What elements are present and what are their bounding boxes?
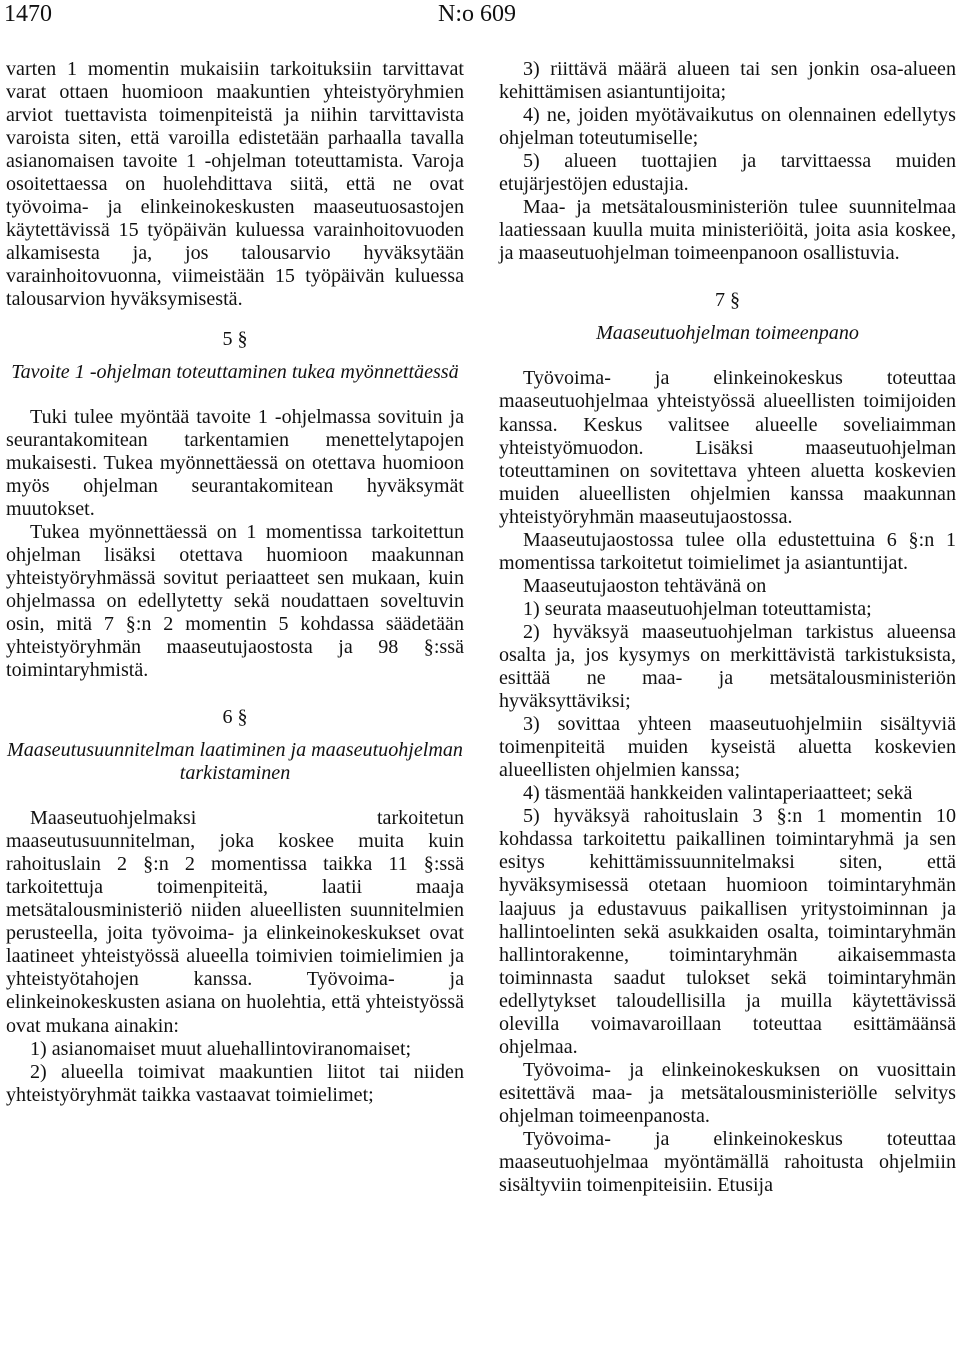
section-5-paragraph-1: Tuki tulee myöntää tavoite 1 -ohjelmassa sovituin ja seurantakomitean tarkentamien menettelytapojen mukaisesti. Tukea myönnettäessä on otettava huomioon myös ohjelman seurantakomitean hyväksymät muutokset.	[6, 405, 464, 520]
list-item-2: 2) alueella toimivat maakuntien liitot tai niiden yhteistyöryhmät taikka vastaavat toimielimet;	[6, 1060, 464, 1106]
section-7-paragraph-2: Maaseutujaostossa tulee olla edustettuina 6 §:n 1 momentissa tarkoitetut toimielimet ja asiantuntijat.	[499, 528, 956, 574]
document-number: N:o 609	[438, 1, 516, 27]
final-paragraph: Työvoima- ja elinkeinokeskus toteuttaa maaseutuohjelmaa myöntämällä rahoitusta ohjelmiin sisältyviin toimenpiteisiin. Etusija	[499, 1127, 956, 1197]
section-5-paragraph-2: Tukea myönnettäessä on 1 momentissa tarkoitettun ohjelman lisäksi otettava huomioon maakunnan yhteistyöryhmässä sovitut periaatteet sen mukaan, kuin ohjelmassa on edellytetty sekä noudattaen soveltuvin osin, mitä 7 §:n 2 momentin 5 kohdassa säädetään yhteistyöryhmän maaseutujaostosta ja 98 §:ssä toimintaryhmistä.	[6, 520, 464, 682]
section-7-paragraph-3: Maaseutujaoston tehtävänä on	[523, 574, 767, 597]
list-item-5: 5) alueen tuottajien ja tarvittaessa muiden etujärjestöjen edustajia.	[499, 150, 956, 196]
task-item-5: 5) hyväksyä rahoituslain 3 §:n 1 momentin 10 kohdassa tarkoitettu paikallinen toimintaryhmä ja sen esitys kehittämissuunnitelmaksi siten, että hyväksymisessä otetaan huomioon toimintaryhmän laajuus ja edustavuus paikallisen yritystoiminnan ja hallintoelinten sekä asukkaiden osalta, toimintaryhmän hallintorakenne, toimintaryhmän aikaisemmasta toiminnasta saadut tulokset sekä toimintaryhmän edellytykset taloudellisilla ja muilla käytettävissä olevilla voimavaroillaan toteuttaa esittämäänsä ohjelmaa.	[499, 805, 956, 1058]
section-5-number: 5 §	[222, 327, 248, 350]
report-paragraph: Työvoima- ja elinkeinokeskuksen on vuosittain esitettävä maa- ja metsätalousministeriölle selvitys ohjelman toimeenpanosta.	[499, 1058, 956, 1127]
left-column	[6, 58, 464, 1107]
list-item-4: 4) ne, joiden myötävaikutus on olennainen edellytys ohjelman toteutumiselle;	[499, 104, 956, 150]
task-item-4: 4) täsmentää hankkeiden valintaperiaatteet; sekä	[523, 782, 913, 805]
task-item-3: 3) sovittaa yhteen maaseutuohjelmiin sisältyviä toimenpiteitä muiden kyseistä aluetta koskevien alueellisten ohjelmien kanssa;	[499, 713, 956, 782]
section-6-title: Maaseutusuunnitelman laatiminen ja maaseutuohjelman tarkistaminen	[7, 739, 463, 785]
page-header	[0, 0, 960, 34]
ministry-paragraph: Maa- ja metsätalousministeriön tulee suunnitelmaa laatiessaan kuulla muita ministeriöitä, joita asia koskee, ja maaseutuohjelman toimeenpanoon osallistuvia.	[499, 196, 956, 265]
right-column	[499, 58, 956, 1197]
task-item-2: 2) hyväksyä maaseutuohjelman tarkistus alueensa osalta ja, jos kysymys on merkittävistä tarkistuksista, esittää ne maa- ja metsätalousministeriön hyväksyttäviksi;	[499, 620, 956, 713]
section-5-title: Tavoite 1 -ohjelman toteuttaminen tukea myönnettäessä	[11, 360, 459, 383]
list-item-3: 3) riittävä määrä alueen tai sen jonkin osa-alueen kehittämisen asiantuntijoita;	[499, 58, 956, 104]
page-number: 1470	[4, 1, 52, 27]
section-7-number: 7 §	[714, 289, 741, 312]
task-item-1: 1) seurata maaseutuohjelman toteuttamista;	[523, 597, 872, 620]
section-7-paragraph-1: Työvoima- ja elinkeinokeskus toteuttaa maaseutuohjelmaa yhteistyössä alueellisten toimijoiden kanssa. Keskus valitsee alueelle soveliaimman yhteistyömuodon. Lisäksi maaseutuohjelman toteuttaminen on sovitettava yhteen aluetta koskevien muiden alueellisten ohjelmien kanssa maakunnan yhteistyöryhmän maaseutujaostossa.	[499, 367, 956, 528]
section-6-paragraph-1: Maaseutuohjelmaksi tarkoitetun maaseutusuunnitelman, joka koskee muita kuin rahoituslain 2 §:n 2 momentissa taikka 11 §:ssä tarkoitettuja toimenpiteitä, laatii maaja metsätalousministeriö niiden alueellisten suunnitelmien perusteella, joita työvoima- ja elinkeinokeskukset ovat laatineet yhteistyössä alueella toimivien toimielimien ja yhteistyötahojen kanssa. Työvoima- ja elinkeinokeskusten asiana on huolehtia, että yhteistyössä ovat mukana ainakin:	[6, 807, 464, 1037]
section-7-title: Maaseutuohjelman toimeenpano	[596, 322, 859, 345]
section-6-number: 6 §	[222, 706, 248, 729]
paragraph-continued: varten 1 momentin mukaisiin tarkoituksiin tarvittavat varat ottaen huomioon maakuntien yhteistyöryhmien arviot tuettavista toimenpiteistä ja niihin tarvittavista varoista siten, että varoilla edistetään parhaalla tavalla asianomaisen tavoite 1 -ohjelman toteuttamista. Varoja osoitettaessa on huolehdittava siitä, että ne ovat työvoima- ja elinkeinokeskusten maaseutuosastojen käytettävissä 15 työpäivän kuluessa varainhoitovuoden alkamisesta ja, jos talousarvio hyväksytään varainhoitovuonna, viimeistään 15 työpäivän kuluessa talousarvion hyväksymisestä.	[6, 58, 464, 311]
list-item-1: 1) asianomaiset muut aluehallintoviranomaiset;	[30, 1037, 412, 1060]
